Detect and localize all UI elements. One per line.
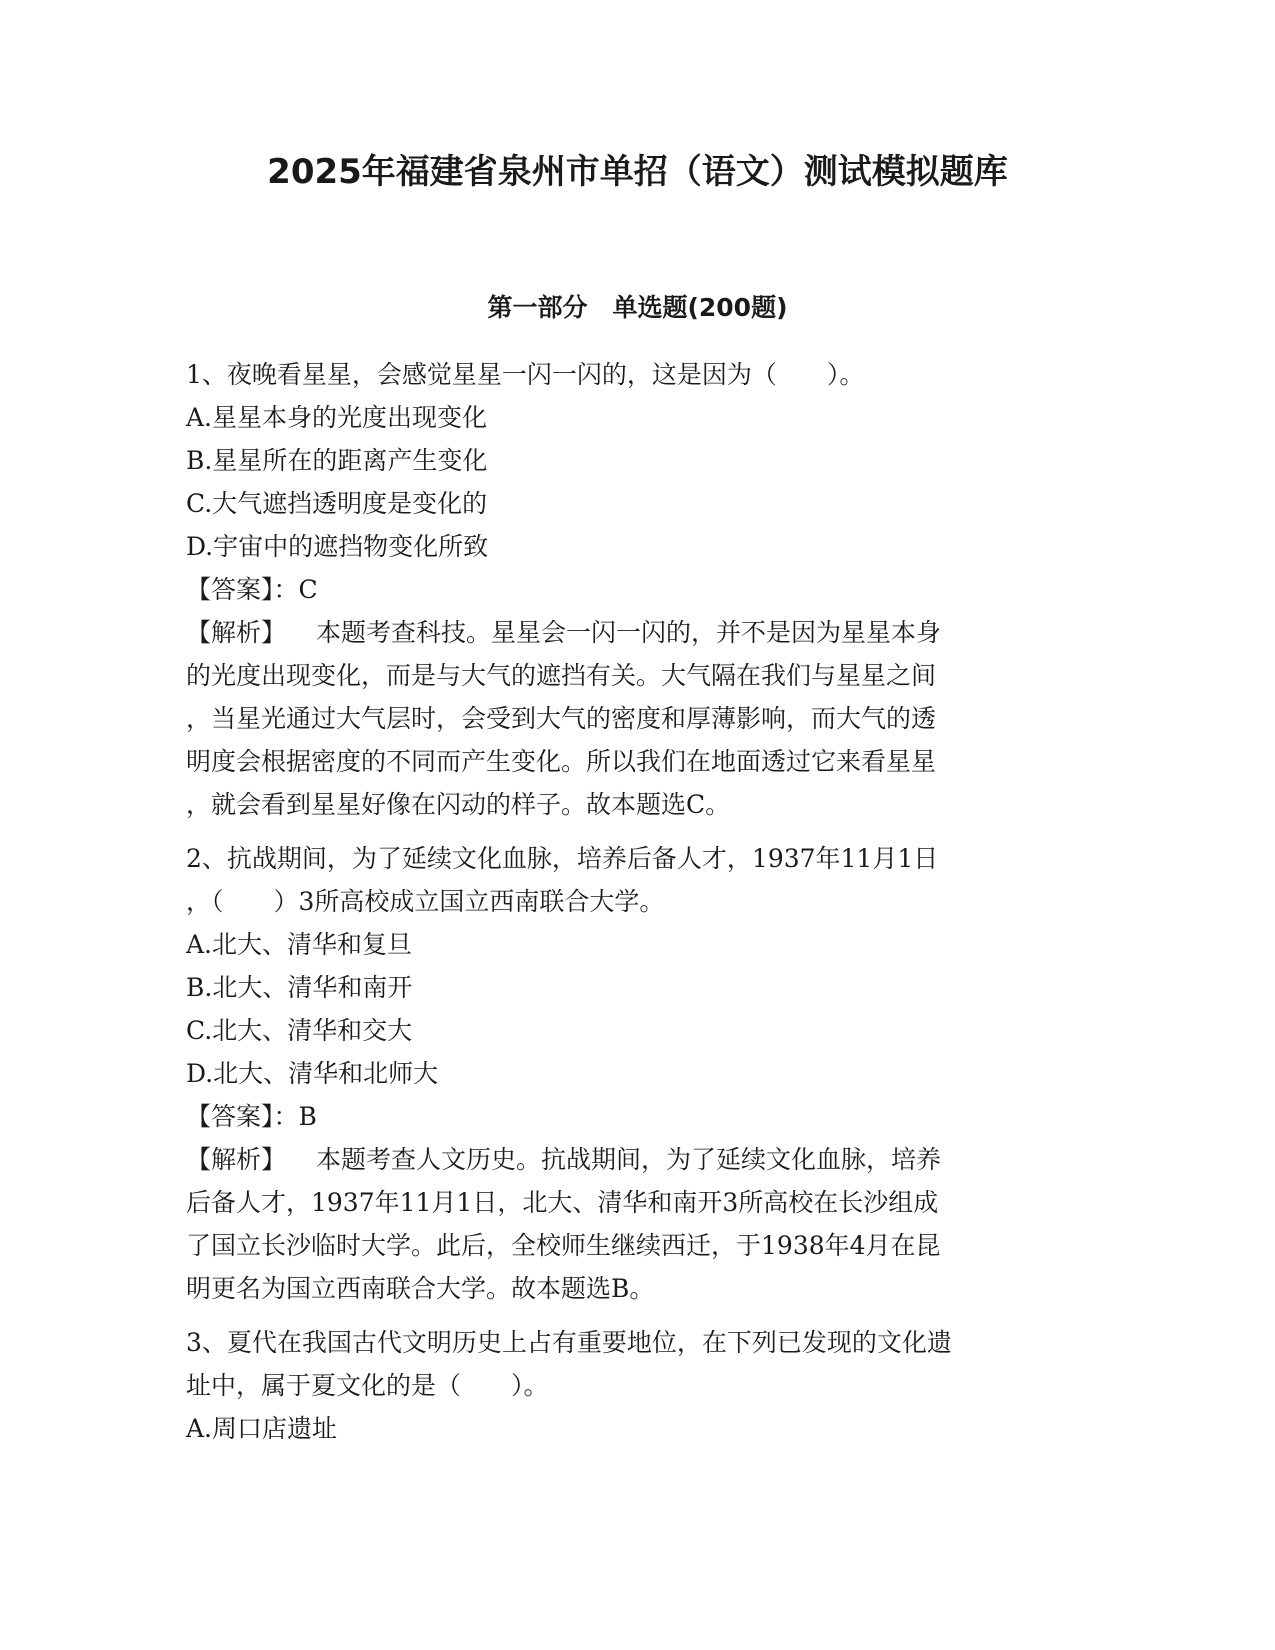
analysis-text: ，就会看到星星好像在闪动的样子。故本题选C。 [186,790,731,819]
analysis-line [186,1138,1086,1181]
option-a: A.周口店遗址 [186,1414,338,1443]
analysis-text: 明更名为国立西南联合大学。故本题选B。 [186,1274,655,1303]
option-d: D.北大、清华和北师大 [186,1059,439,1088]
analysis-text: 明度会根据密度的不同而产生变化。所以我们在地面透过它来看星星 [186,747,937,776]
option-b: B.北大、清华和南开 [186,973,413,1002]
option-b: B.星星所在的距离产生变化 [186,446,488,475]
answer-label: 【答案】： [186,1102,299,1131]
analysis-text: 本题考查人文历史。抗战期间，为了延续文化血脉，培养 [316,1145,942,1174]
analysis-label: 【解析】 [186,618,287,647]
analysis-label: 【解析】 [186,1145,287,1174]
option-a: A.星星本身的光度出现变化 [186,403,488,432]
answer-label: 【答案】： [186,575,299,604]
question-item [186,353,1086,826]
document-title: 2025年福建省泉州市单招（语文）测试模拟题库 [267,152,1008,192]
option-a: A.北大、清华和复旦 [186,930,413,959]
question-stem: 2、抗战期间，为了延续文化血脉，培养后备人才，1937年11月1日 [186,844,939,873]
question-stem: 址中，属于夏文化的是（ ）。 [186,1371,549,1400]
option-d: D.宇宙中的遮挡物变化所致 [186,532,489,561]
question-stem: 3、夏代在我国古代文明历史上占有重要地位，在下列已发现的文化遗 [186,1328,952,1357]
question-stem: ，（ ）3所高校成立国立西南联合大学。 [186,887,665,916]
section-heading: 第一部分 单选题(200题) [487,293,788,322]
question-stem: 1、夜晚看星星，会感觉星星一闪一闪的，这是因为（ ）。 [186,360,865,389]
answer-value: C [298,575,318,604]
analysis-text: 后备人才，1937年11月1日，北大、清华和南开3所高校在长沙组成 [186,1188,939,1217]
answer-value: B [298,1102,317,1131]
analysis-text: 了国立长沙临时大学。此后，全校师生继续西迁，于1938年4月在昆 [186,1231,941,1260]
option-c: C.大气遮挡透明度是变化的 [186,489,488,518]
answer-line [186,1095,1086,1138]
answer-line [186,568,1086,611]
question-item [186,837,1086,1310]
analysis-text: 本题考查科技。星星会一闪一闪的，并不是因为星星本身 [316,618,942,647]
option-c: C.北大、清华和交大 [186,1016,413,1045]
question-item [186,1321,1086,1450]
question-list [186,353,1086,1450]
analysis-text: ，当星光通过大气层时，会受到大气的密度和厚薄影响，而大气的透 [186,704,937,733]
analysis-text: 的光度出现变化，而是与大气的遮挡有关。大气隔在我们与星星之间 [186,661,937,690]
analysis-line [186,611,1086,654]
